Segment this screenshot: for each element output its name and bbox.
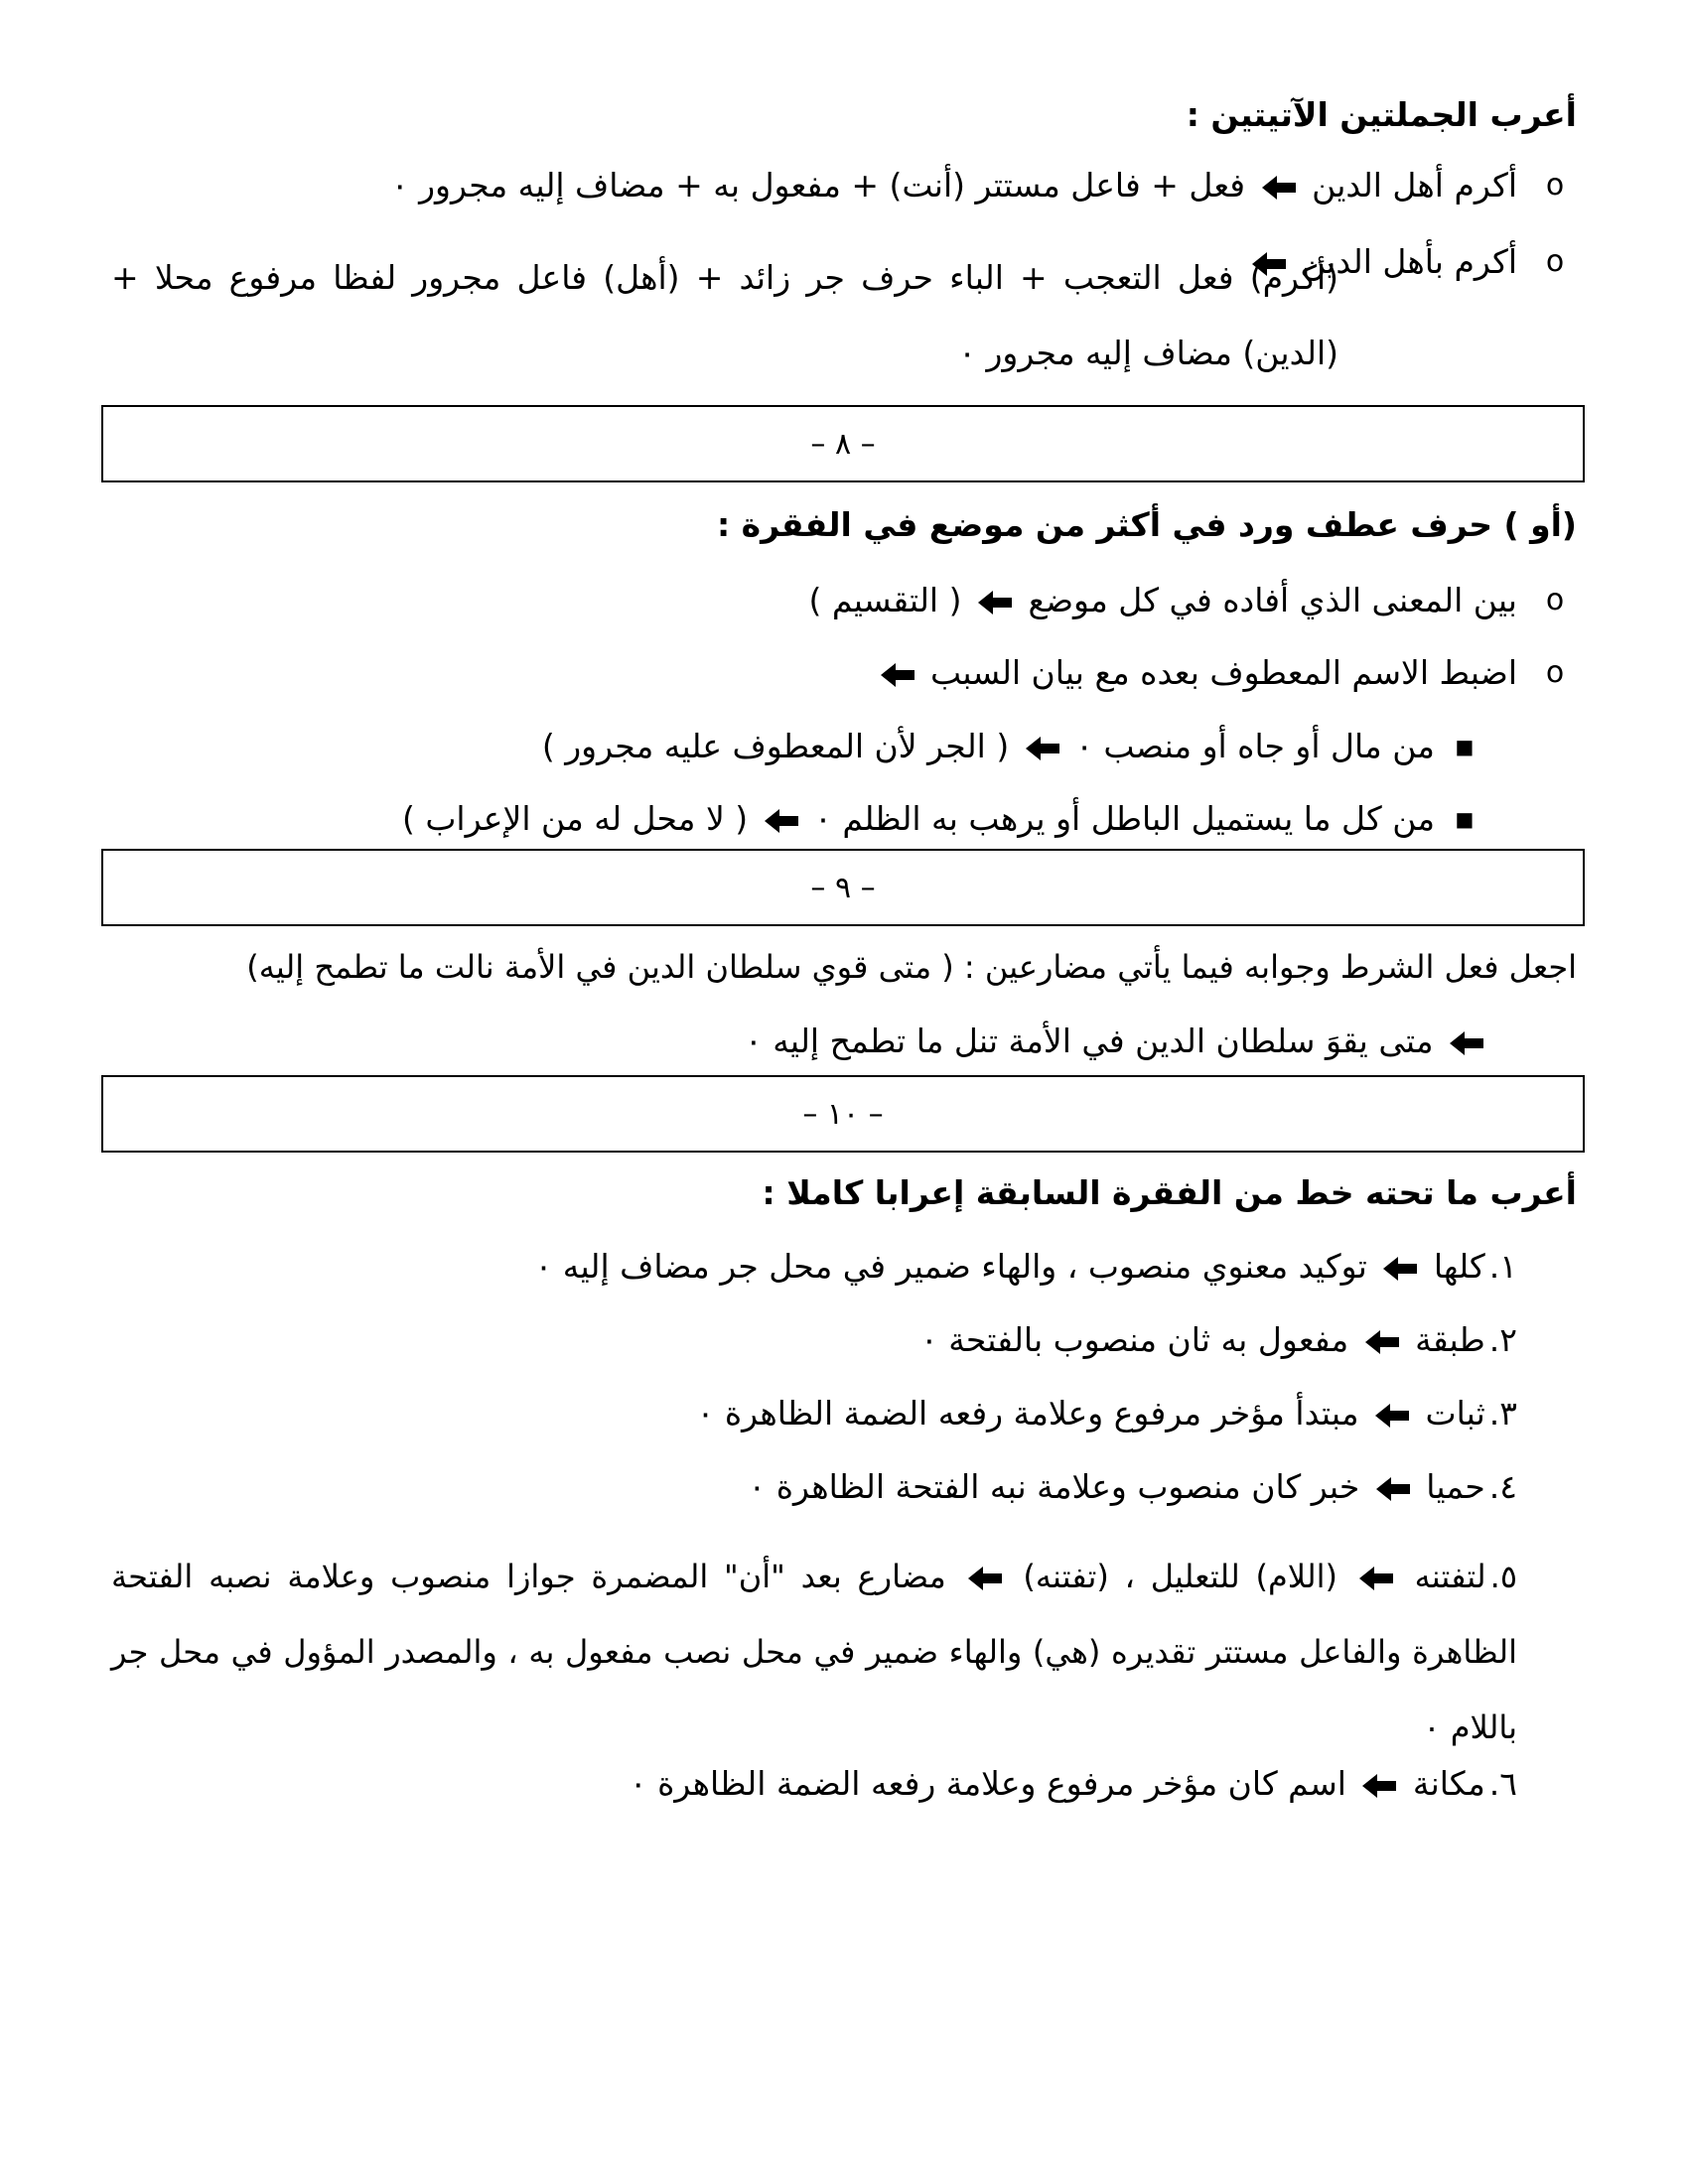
arrow-left-icon	[1362, 1773, 1396, 1799]
item-text: مضارع بعد "أن" المضمرة جوازا منصوب وعلامة نصبه الفتحة الظاهرة والفاعل مستتر تقديره (هي) والهاء ضمير في محل نصب مفعول به ، والمصدر المؤول في محل جر باللام ٠	[111, 1558, 1517, 1746]
item-text: خبر كان منصوب وعلامة نبه الفتحة الظاهرة ٠	[748, 1467, 1360, 1506]
item-word: لتفتنه	[1414, 1558, 1486, 1595]
circle-bullet-icon: o	[1545, 655, 1565, 690]
item-number: ٦.	[1488, 1764, 1517, 1803]
item-lhs: بين المعنى الذي أفاده في كل موضع	[1028, 581, 1517, 619]
section2-heading: (أو ) حرف عطف ورد في أكثر من موضع في الفقرة :	[716, 505, 1577, 544]
numbered-item	[697, 1392, 1517, 1435]
circle-bullet-icon: o	[1545, 168, 1565, 203]
numbered-item	[535, 1245, 1517, 1289]
arrow-left-icon	[1450, 1030, 1483, 1056]
square-bullet-icon: ■	[1455, 807, 1475, 831]
numbered-item	[749, 1465, 1517, 1509]
arrow-left-icon	[1383, 1256, 1417, 1282]
item-lhs: اضبط الاسم المعطوف بعده مع بيان السبب	[930, 653, 1517, 692]
item-lhs: أكرم أهل الدين	[1312, 166, 1517, 205]
item-text: مفعول به ثان منصوب بالفتحة ٠	[920, 1320, 1349, 1359]
list-item	[808, 579, 1565, 622]
list-item	[390, 164, 1565, 207]
square-bullet-icon: ■	[1455, 735, 1475, 758]
sub-list-item	[541, 725, 1475, 768]
item-rhs: فعل + فاعل مستتر (أنت) + مفعول به + مضاف إليه مجرور ٠	[390, 166, 1246, 205]
numbered-item	[111, 1539, 1517, 1765]
subitem-rhs: ( لا محل له من الإعراب )	[402, 799, 749, 838]
arrow-left-icon	[1376, 1476, 1410, 1502]
arrow-left-icon	[881, 662, 914, 688]
arrow-left-icon	[978, 590, 1012, 615]
page-number: – ٩ –	[810, 870, 876, 905]
page-number: – ٨ –	[810, 426, 876, 462]
sub-list-item	[402, 797, 1475, 841]
section4-heading: أعرب ما تحته خط من الفقرة السابقة إعرابا كاملا :	[762, 1173, 1577, 1212]
page-number-box	[101, 1075, 1585, 1153]
item-word: ثبات	[1425, 1394, 1485, 1433]
arrow-left-icon	[968, 1566, 1002, 1591]
subitem-rhs: ( الجر لأن المعطوف عليه مجرور )	[541, 727, 1010, 765]
list-item	[875, 651, 1565, 695]
item-word: مكانة	[1412, 1764, 1485, 1803]
item-rhs: (أكرم) فعل التعجب + الباء حرف جر زائد + (أهل) فاعل مجرور لفظا مرفوع محلا + (الدين) مضاف إليه مجرور ٠	[111, 258, 1338, 372]
item-lhs: أكرم بأهل الدين	[1302, 242, 1517, 281]
item-number: ١.	[1488, 1247, 1517, 1286]
item-word: حميا	[1426, 1467, 1485, 1506]
arrow-left-icon	[765, 808, 798, 834]
section1-heading: أعرب الجملتين الآتيتين :	[1186, 95, 1577, 134]
page-number-box	[101, 849, 1585, 926]
item-number: ٣.	[1488, 1394, 1517, 1433]
page-number: – ١٠ –	[802, 1096, 884, 1132]
section3-answer: متى يقوَ سلطان الدين في الأمة تنل ما تطمح إليه ٠	[745, 1022, 1434, 1060]
arrow-left-icon	[1262, 175, 1296, 201]
item-rhs: ( التقسيم )	[808, 581, 962, 619]
arrow-left-icon	[1359, 1566, 1393, 1591]
page-number-box	[101, 405, 1585, 482]
arrow-left-icon	[1026, 736, 1059, 761]
circle-bullet-icon: o	[1545, 583, 1565, 617]
item-number: ٢.	[1488, 1320, 1517, 1359]
section3-answer-line	[745, 1020, 1477, 1063]
item-number: ٥.	[1489, 1558, 1518, 1595]
section3-question: اجعل فعل الشرط وجوابه فيما يأتي مضارعين : ( متى قوي سلطان الدين في الأمة نالت ما تطمح إليه)	[246, 948, 1577, 986]
item-word: كلها	[1433, 1247, 1485, 1286]
item-text: اسم كان مؤخر مرفوع وعلامة رفعه الضمة الظاهرة ٠	[629, 1764, 1346, 1803]
item-text: توكيد معنوي منصوب ، والهاء ضمير في محل جر مضاف إليه ٠	[534, 1247, 1367, 1286]
subitem-lhs: من كل ما يستميل الباطل أو يرهب به الظلم ٠	[814, 799, 1435, 838]
numbered-item	[630, 1762, 1517, 1806]
arrow-left-icon	[1365, 1329, 1399, 1355]
circle-bullet-icon: o	[1545, 244, 1565, 279]
arrow-left-icon	[1375, 1403, 1409, 1429]
item-word: طبقة	[1415, 1320, 1485, 1359]
numbered-item	[920, 1318, 1517, 1362]
item-number: ٤.	[1488, 1467, 1517, 1506]
item-mid: (اللام) للتعليل ، (تفتنه)	[1023, 1558, 1338, 1595]
item-text: مبتدأ مؤخر مرفوع وعلامة رفعه الضمة الظاهرة ٠	[696, 1394, 1359, 1433]
subitem-lhs: من مال أو جاه أو منصب ٠	[1075, 727, 1435, 765]
